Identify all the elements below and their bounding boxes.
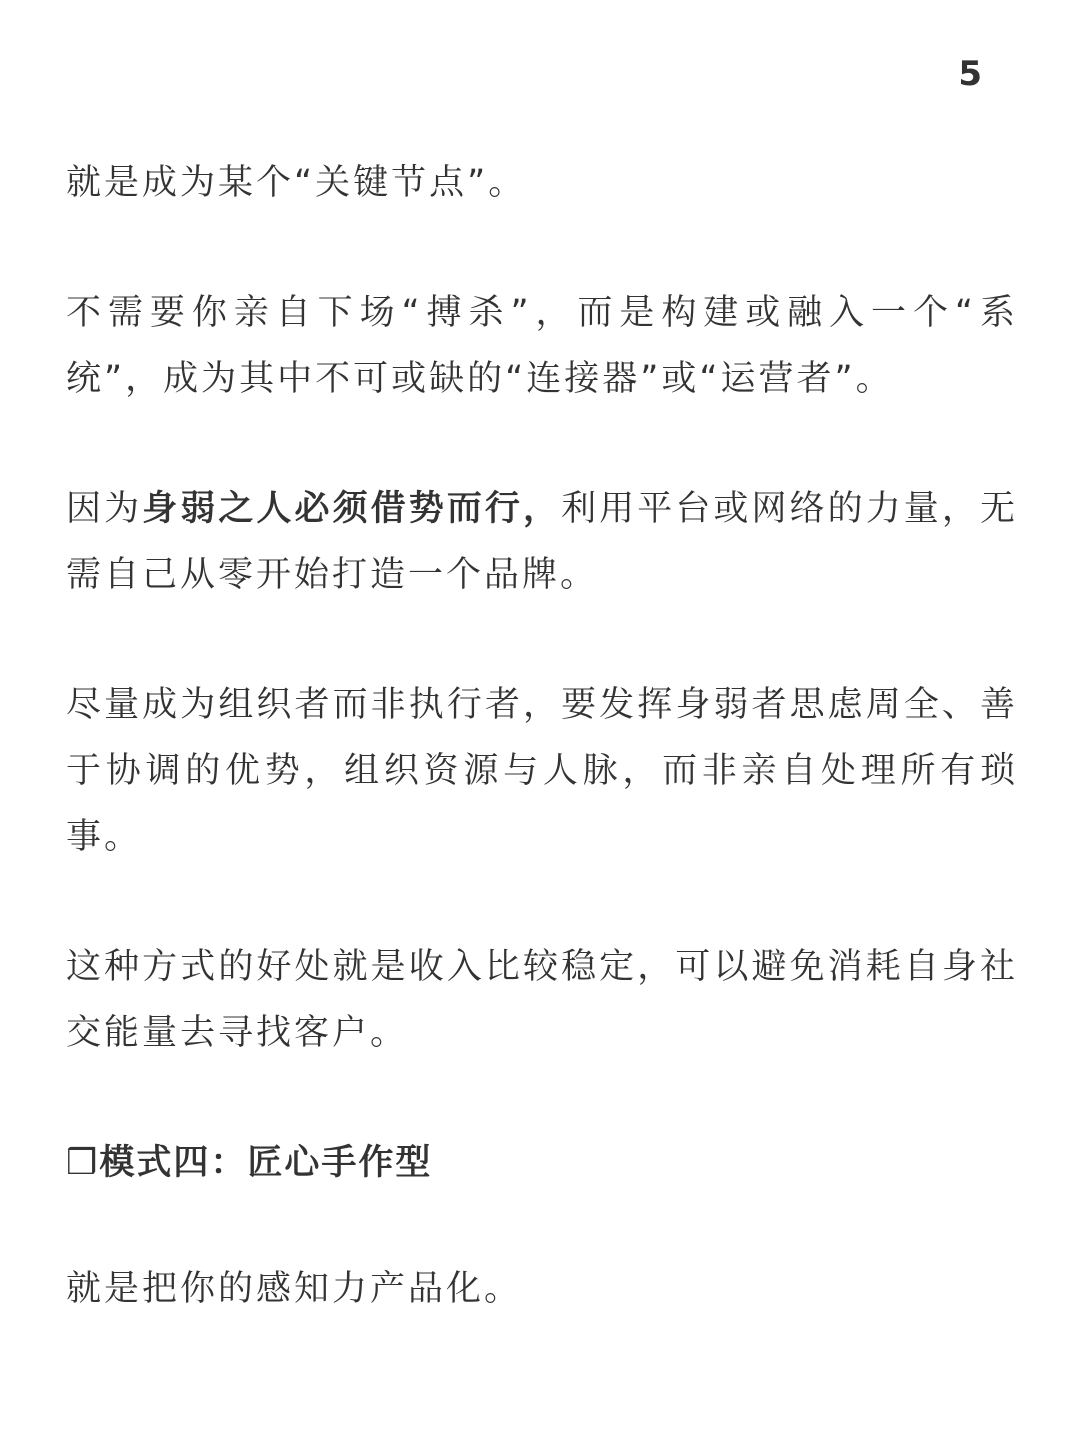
paragraph-leverage-prefix: 因为 <box>66 489 143 529</box>
paragraph-leverage-bold: 身弱之人必须借势而行， <box>142 489 562 529</box>
paragraph-benefit: 这种方式的好处就是收入比较稳定，可以避免消耗自身社交能量去寻找客户。 <box>66 947 1018 1053</box>
paragraph-leverage-suffix: 利用平台或网络的力量，无需自己从零开始打造一个品牌。 <box>66 489 1018 595</box>
paragraph-closing: 就是把你的感知力产品化。 <box>66 1269 523 1309</box>
paragraph-key-node: 就是成为某个“关键节点”。 <box>66 163 527 203</box>
page-number: 5 <box>958 54 982 94</box>
section-heading: ❒模式四：匠心手作型 <box>66 1143 433 1183</box>
paragraph-system: 不需要你亲自下场“搏杀”，而是构建或融入一个“系统”，成为其中不可或缺的“连接器”或“运营者”。 <box>66 293 1018 399</box>
paragraph-organizer: 尽量成为组织者而非执行者，要发挥身弱者思虑周全、善于协调的优势，组织资源与人脉，而非亲自处理所有琐事。 <box>66 685 1018 857</box>
article-body <box>66 150 1018 1386</box>
paragraph-leverage <box>66 476 1018 608</box>
